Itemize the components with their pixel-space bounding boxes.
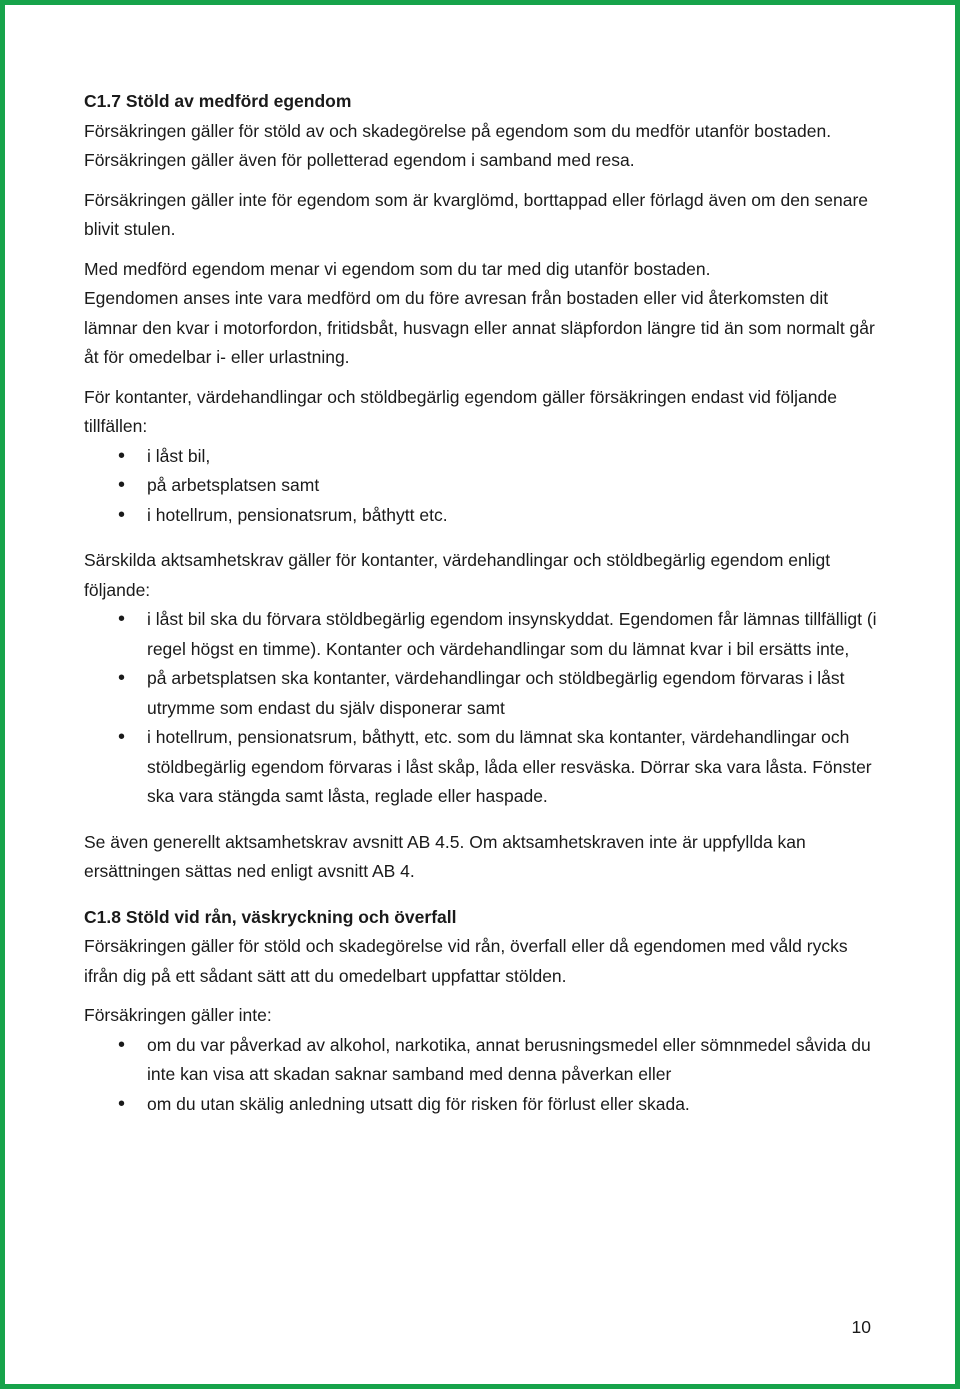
- list-item: • på arbetsplatsen ska kontanter, värdehandlingar och stöldbegärlig egendom förvaras i låst utrymme som endast du själv disponerar samt: [84, 664, 884, 723]
- paragraph: Försäkringen gäller inte:: [84, 1005, 272, 1025]
- paragraph: Egendomen anses inte vara medförd om du före avresan från bostaden eller vid återkomsten dit lämnar den kvar i motorfordon, fritidsbåt, husvagn eller annat släpfordon längre tid än som normalt går åt för omedelbar i- eller urlastning.: [84, 288, 875, 367]
- bullet-list: [84, 442, 884, 531]
- paragraph: Försäkringen gäller för stöld av och skadegörelse på egendom som du medför utanför bostaden. Försäkringen gäller även för polletterad egendom i samband med resa.: [84, 120, 832, 170]
- list-item: • i låst bil ska du förvara stöldbegärlig egendom insynskyddat. Egendomen får lämnas tillfälligt (i regel högst en timme). Kontanter och värdehandlingar som du lämnat kvar i bil ersätts inte,: [84, 605, 884, 664]
- list-item: • i hotellrum, pensionatsrum, båthytt etc.: [84, 501, 884, 531]
- page-content: [84, 87, 884, 1119]
- paragraph: Försäkringen gäller inte för egendom som är kvarglömd, borttappad eller förlagd även om den senare blivit stulen.: [84, 189, 869, 239]
- list-item: • om du utan skälig anledning utsatt dig för risken för förlust eller skada.: [84, 1090, 884, 1120]
- paragraph: Se även generellt aktsamhetskrav avsnitt AB 4.5. Om aktsamhetskraven inte är uppfyllda kan ersättningen sättas ned enligt avsnitt AB 4.: [84, 831, 806, 881]
- list-item: • om du var påverkad av alkohol, narkotika, annat berusningsmedel eller sömnmedel såvida du inte kan visa att skadan saknar samband med denna påverkan eller: [84, 1031, 884, 1090]
- bullet-list: [84, 1031, 884, 1120]
- paragraph: Särskilda aktsamhetskrav gäller för kontanter, värdehandlingar och stöldbegärlig egendom enligt följande:: [84, 550, 831, 600]
- section-heading: C1.7 Stöld av medförd egendom: [84, 91, 352, 111]
- section-c1-7: [84, 87, 884, 887]
- page-number: 10: [851, 1317, 871, 1337]
- paragraph: Försäkringen gäller för stöld och skadegörelse vid rån, överfall eller då egendomen med våld rycks ifrån dig på ett sådant sätt att du omedelbart uppfattar stölden.: [84, 936, 848, 986]
- paragraph: För kontanter, värdehandlingar och stöldbegärlig egendom gäller försäkringen endast vid följande tillfällen:: [84, 386, 837, 436]
- section-heading: C1.8 Stöld vid rån, väskryckning och överfall: [84, 906, 457, 927]
- paragraph: Med medförd egendom menar vi egendom som du tar med dig utanför bostaden.: [84, 258, 711, 279]
- section-c1-8: [84, 903, 884, 1120]
- list-item: • i hotellrum, pensionatsrum, båthytt, etc. som du lämnat ska kontanter, värdehandlingar och stöldbegärlig egendom förvaras i låst skåp, låda eller resväska. Dörrar ska vara låsta. Fönster ska vara stängda samt låsta, reglade eller haspade.: [84, 723, 884, 812]
- list-item: • i låst bil,: [84, 442, 884, 472]
- bullet-list: [84, 605, 884, 812]
- list-item: • på arbetsplatsen samt: [84, 471, 884, 501]
